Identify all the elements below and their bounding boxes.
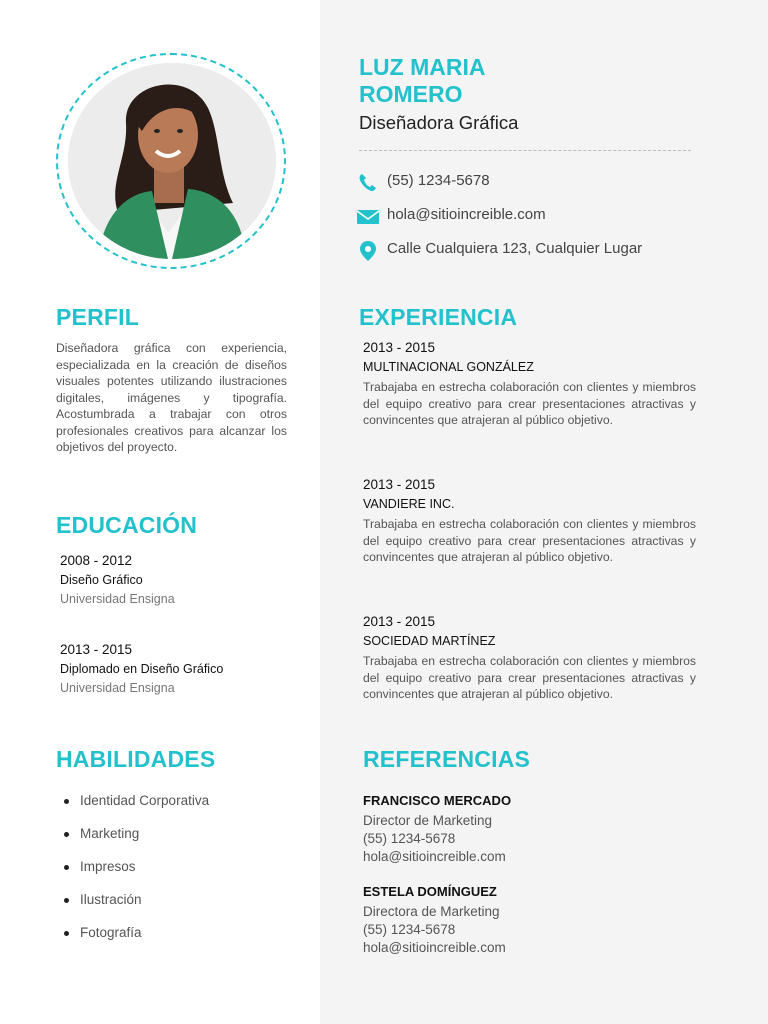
contact-address [356,238,716,262]
location-pin-icon [356,240,380,260]
experience-company: VANDIERE INC. [363,497,455,511]
contact-phone [356,170,716,194]
education-degree: Diplomado en Diseño Gráfico [60,662,224,676]
phone-text: (55) 1234-5678 [387,172,490,189]
job-title: Diseñadora Gráfica [359,112,519,133]
reference-phone: (55) 1234-5678 [363,831,456,846]
reference-phone: (55) 1234-5678 [363,922,456,937]
education-school: Universidad Ensigna [60,592,175,606]
education-degree: Diseño Gráfico [60,573,143,587]
mail-icon [356,206,380,226]
skill-item: Fotografía [62,922,209,955]
skills-list [62,790,209,955]
reference-item [363,884,693,957]
education-period: 2008 - 2012 [60,553,133,568]
experience-company: MULTINACIONAL GONZÁLEZ [363,360,534,374]
experience-heading: EXPERIENCIA [359,304,518,330]
profile-photo [68,63,276,259]
education-heading: EDUCACIÓN [56,512,198,538]
profile-text: Diseñadora gráfica con experiencia, especializada en la creación de diseños visuales potentes utilizando ilustraciones digitales, imágenes y tipografía. Acostumbrada a trabajar con otros profesionales creativos para alcanzar los objetivos del proyecto. [56,341,287,454]
experience-description: Trabajaba en estrecha colaboración con clientes y miembros del equipo creativo para crear presentaciones atractivas y convincentes que atrajeran al público objetivo. [363,380,696,428]
experience-period: 2013 - 2015 [363,340,436,355]
email-text: hola@sitioincreible.com [387,206,546,223]
reference-role: Directora de Marketing [363,904,500,919]
skills-heading: HABILIDADES [56,746,216,772]
experience-item [363,477,696,566]
education-item [60,642,300,695]
skill-item: Ilustración [62,889,209,922]
experience-period: 2013 - 2015 [363,477,436,492]
reference-name: ESTELA DOMÍNGUEZ [363,884,497,899]
education-period: 2013 - 2015 [60,642,133,657]
reference-name: FRANCISCO MERCADO [363,793,512,808]
experience-item [363,614,696,703]
experience-company: SOCIEDAD MARTÍNEZ [363,634,496,648]
name-line-2: ROMERO [359,81,463,107]
experience-description: Trabajaba en estrecha colaboración con clientes y miembros del equipo creativo para crear presentaciones atractivas y convincentes que atrajeran al público objetivo. [363,517,696,565]
address-text: Calle Cualquiera 123, Cualquier Lugar [387,240,643,257]
references-heading: REFERENCIAS [363,746,531,772]
name-line-1: LUZ MARIA [359,54,486,80]
portrait-illustration [68,63,276,259]
education-school: Universidad Ensigna [60,681,175,695]
person-name [359,54,485,108]
skill-item: Impresos [62,856,209,889]
phone-icon [356,172,380,192]
reference-role: Director de Marketing [363,813,493,828]
reference-item [363,793,693,866]
experience-item [363,340,696,429]
experience-period: 2013 - 2015 [363,614,436,629]
contact-email [356,204,716,228]
experience-description: Trabajaba en estrecha colaboración con clientes y miembros del equipo creativo para crear presentaciones atractivas y convincentes que atrajeran al público objetivo. [363,654,696,702]
skill-item: Marketing [62,823,209,856]
education-item [60,553,300,606]
reference-email: hola@sitioincreible.com [363,940,506,955]
profile-heading: PERFIL [56,304,139,330]
skill-item: Identidad Corporativa [62,790,209,823]
header-divider [359,150,691,151]
reference-email: hola@sitioincreible.com [363,849,506,864]
